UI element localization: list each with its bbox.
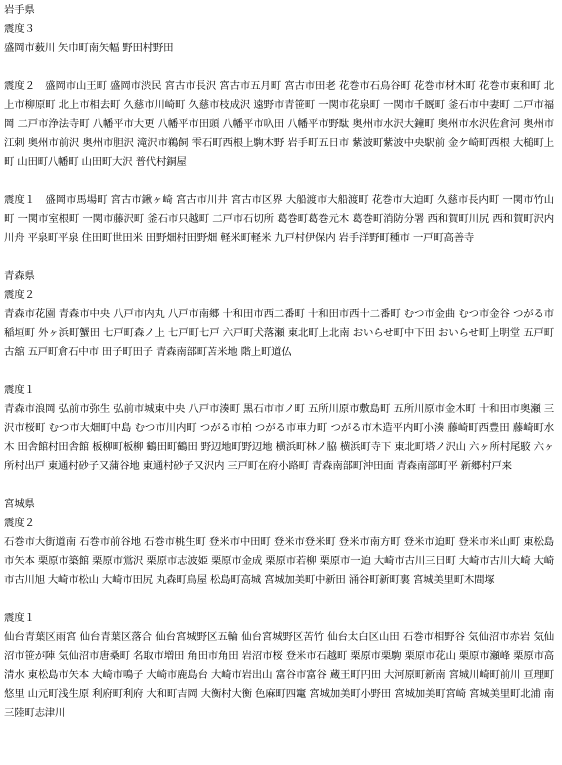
intensity-level-label: 震度１ bbox=[4, 384, 35, 396]
place-list: 盛岡市馬場町 宮古市鍬ヶ崎 宮古市川井 宮古市区界 大船渡市大船渡町 花巻市大迫町 久慈市長内町 一関市竹山町 一関市室根町 一関市藤沢町 釜石市只越町 二戸市石切所 葛巻町葛巻元木 葛巻町消防分署 西和賀町川尻 西和賀町沢内川舟 平泉町平泉 住田町世田米 田野畑村田野畑 軽米町軽米 九戸村伊保内 岩手洋野町種市 一戸町高善寺 bbox=[4, 194, 554, 244]
place-list: 青森市浪岡 弘前市弥生 弘前市城東中央 八戸市湊町 黒石市市ノ町 五所川原市敷島町 五所川原市金木町 十和田市奥瀬 三沢市桜町 むつ市大畑町中島 むつ市川内町 つがる市柏 つがる市車力町 つがる市木造平内町小湊 藤崎町西豊田 藤崎町水木 田舎館村田舎館 板柳町板柳 鶴田町鶴田 野辺地町野辺地 横浜町林ノ脇 横浜町寺下 東北町塔ノ沢山 六ヶ所村尾駮 六ヶ所村出戸 東通村砂子又蒲谷地 東通村砂子又沢内 三戸町在府小路町 青森南部町沖田面 青森南部町平 新郷村戸来 bbox=[4, 403, 554, 472]
prefecture-heading: 岩手県 bbox=[4, 4, 35, 16]
group-gap bbox=[4, 590, 554, 609]
prefecture-heading: 青森県 bbox=[4, 270, 35, 282]
place-list: 盛岡市山王町 盛岡市渋民 宮古市長沢 宮古市五月町 宮古市田老 花巻市石鳥谷町 花巻市材木町 花巻市東和町 北上市柳原町 北上市相去町 久慈市川崎町 久慈市枝成沢 遠野市青笹町 一関市花泉町 一関市千厩町 釜石市中妻町 二戸市福岡 二戸市浄法寺町 八幡平市大更 八幡平市田頭 八幡平市叺田 八幡平市野駄 奥州市水沢大鐘町 奥州市水沢佐倉河 奥州市江刺 奥州市前沢 奥州市胆沢 滝沢市鵜飼 雫石町西根上駒木野 岩手町五日市 紫波町紫波中央駅前 金ケ崎町西根 大槌町上町 山田町八幡町 山田町大沢 普代村銅屋 bbox=[4, 80, 554, 168]
place-list: 仙台青葉区雨宮 仙台青葉区落合 仙台宮城野区五輪 仙台宮城野区苦竹 仙台太白区山田 石巻市相野谷 気仙沼市赤岩 気仙沼市笹が陣 気仙沼市唐桑町 名取市増田 角田市角田 岩沼市桜 登米市石越町 栗原市栗駒 栗原市花山 栗原市瀬峰 栗原市高清水 東松島市矢本 大崎市鳴子 大崎市鹿島台 大崎市岩出山 富谷市富谷 蔵王町円田 大河原町新南 宮城川崎町前川 亘理町悠里 山元町浅生原 利府町利府 大和町吉岡 大衡村大衡 色麻町四竃 宮城加美町小野田 宮城加美町宮崎 宮城美里町北浦 南三陸町志津川 bbox=[4, 631, 554, 719]
intensity-group bbox=[4, 77, 554, 172]
place-list: 盛岡市薮川 矢巾町南矢幅 野田村野田 bbox=[4, 42, 174, 54]
intensity-level-label: 震度２ bbox=[4, 289, 35, 301]
intensity-level-label: 震度２ bbox=[4, 80, 35, 92]
place-list: 青森市花園 青森市中央 八戸市内丸 八戸市南郷 十和田市西二番町 十和田市西十二番町 むつ市金曲 むつ市金谷 つがる市稲垣町 外ヶ浜町蟹田 七戸町森ノ上 七戸町七戸 六戸町犬落瀬 東北町上北南 おいらせ町中下田 おいらせ町上明堂 五戸町古舘 五戸町倉石中市 田子町田子 青森南部町苫米地 階上町道仏 bbox=[4, 308, 554, 358]
prefecture-heading: 宮城県 bbox=[4, 498, 35, 510]
place-list: 石巻市大街道南 石巻市前谷地 石巻市桃生町 登米市中田町 登米市登米町 登米市南方町 登米市迫町 登米市米山町 東松島市矢本 栗原市築館 栗原市鴬沢 栗原市志波姫 栗原市金成 栗原市若柳 栗原市一迫 大崎市古川三日町 大崎市古川大崎 大崎市古川旭 大崎市松山 大崎市田尻 丸森町鳥屋 松島町高城 宮城加美町中新田 涌谷町新町裏 宮城美里町木間塚 bbox=[4, 536, 554, 586]
group-gap bbox=[4, 172, 554, 191]
group-gap bbox=[4, 58, 554, 77]
intensity-level-label: 震度１ bbox=[4, 612, 35, 624]
group-gap bbox=[4, 362, 554, 381]
earthquake-intensity-document bbox=[4, 1, 554, 723]
section-gap bbox=[4, 476, 554, 495]
intensity-level-label: 震度１ bbox=[4, 194, 36, 206]
intensity-level-label: 震度２ bbox=[4, 517, 35, 529]
section-gap bbox=[4, 248, 554, 267]
intensity-level-label: 震度３ bbox=[4, 23, 35, 35]
intensity-group bbox=[4, 191, 554, 248]
